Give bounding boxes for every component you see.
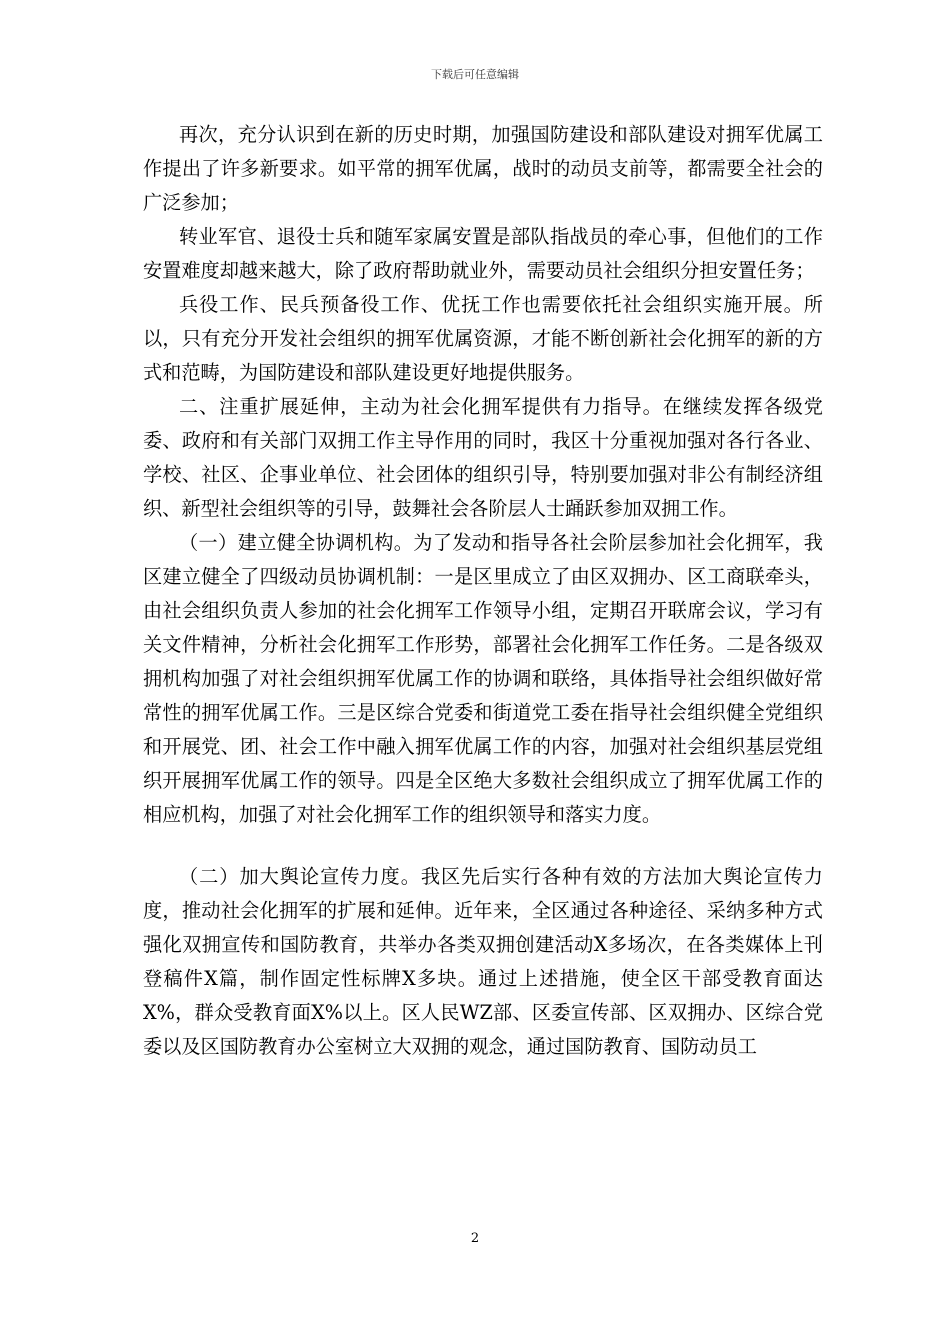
paragraph-2: 转业军官、退役士兵和随军家属安置是部队指战员的牵心事，但他们的工作安置难度却越来越大，除了政府帮助就业外，需要动员社会组织分担安置任务；	[143, 225, 823, 282]
page-number: 2	[470, 1231, 480, 1246]
document-body	[143, 118, 823, 1064]
page-header: 下载后可任意编辑	[431, 68, 519, 81]
paragraph-5: （一）建立健全协调机构。为了发动和指导各社会阶层参加社会化拥军，我区建立健全了四级动员协调机制：一是区里成立了由区双拥办、区工商联牵头，由社会组织负责人参加的社会化拥军工作领导小组，定期召开联席会议，学习有关文件精神，分析社会化拥军工作形势，部署社会化拥军工作任务。二是各级双拥机构加强了对社会组织拥军优属工作的协调和联络，具体指导社会组织做好常常性的拥军优属工作。三是区综合党委和街道党工委在指导社会组织健全党组织和开展党、团、社会工作中融入拥军优属工作的内容，加强对社会组织基层党组织开展拥军优属工作的领导。四是全区绝大多数社会组织成立了拥军优属工作的相应机构，加强了对社会化拥军工作的组织领导和落实力度。	[143, 531, 823, 826]
paragraph-4: 二、注重扩展延伸，主动为社会化拥军提供有力指导。在继续发挥各级党委、政府和有关部门双拥工作主导作用的同时，我区十分重视加强对各行各业、学校、社区、企事业单位、社会团体的组织引导，特别要加强对非公有制经济组织、新型社会组织等的引导，鼓舞社会各阶层人士踊跃参加双拥工作。	[143, 395, 823, 520]
paragraph-1: 再次，充分认识到在新的历史时期，加强国防建设和部队建设对拥军优属工作提出了许多新要求。如平常的拥军优属，战时的动员支前等，都需要全社会的广泛参加；	[143, 123, 823, 214]
paragraph-3: 兵役工作、民兵预备役工作、优抚工作也需要依托社会组织实施开展。所以，只有充分开发社会组织的拥军优属资源，才能不断创新社会化拥军的新的方式和范畴，为国防建设和部队建设更好地提供服务。	[143, 293, 823, 384]
paragraph-6: （二）加大舆论宣传力度。我区先后实行各种有效的方法加大舆论宣传力度，推动社会化拥军的扩展和延伸。近年来，全区通过各种途径、采纳多种方式强化双拥宣传和国防教育，共举办各类双拥创建活动X多场次，在各类媒体上刊登稿件X篇，制作固定性标牌X多块。通过上述措施，使全区干部受教育面达X%，群众受教育面X%以上。区人民WZ部、区委宣传部、区双拥办、区综合党委以及区国防教育办公室树立大双拥的观念，通过国防教育、国防动员工	[143, 865, 823, 1058]
